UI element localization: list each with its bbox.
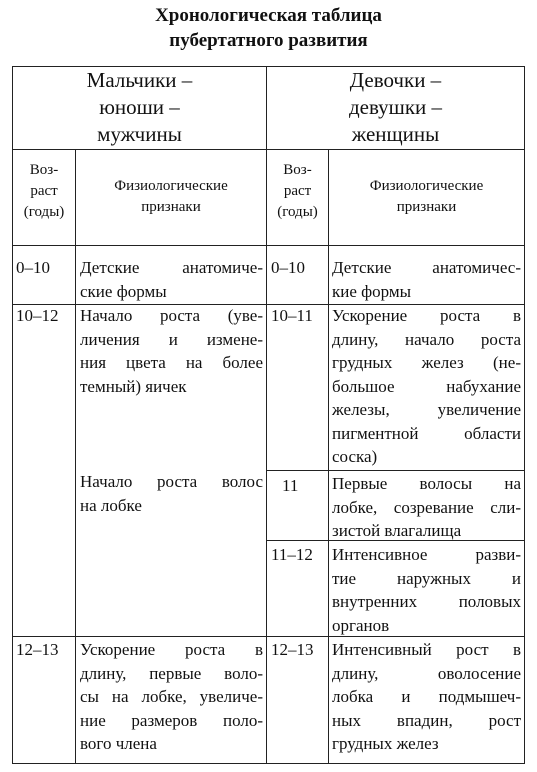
- boys-age-column-header: [13, 160, 75, 223]
- text-line: Ускорение роста в: [80, 640, 263, 659]
- girls-header-line-3: женщины: [351, 122, 440, 146]
- signs-header-line-2: признаки: [141, 199, 201, 215]
- text-line: внутренних половых: [332, 592, 521, 611]
- girls-row-5-signs: [332, 638, 521, 756]
- text-line: Детские анатомиче-: [80, 258, 263, 277]
- text-line: Ускорение роста в: [332, 306, 521, 325]
- text-line: вого члена: [80, 734, 157, 753]
- text-line: грудных желез: [332, 734, 439, 753]
- text-line: сы на лобке, увеличе-: [80, 687, 263, 706]
- text-line: тие наружных и: [332, 568, 521, 588]
- text-line: длину, оволосение: [332, 663, 521, 683]
- boys-row-3-signs: [80, 470, 263, 517]
- age-header-line-3: (годы): [23, 204, 65, 220]
- header-divider: [12, 149, 525, 150]
- text-line: Детские анатомичес-: [332, 258, 521, 277]
- girls-row-3-age: 11: [282, 476, 299, 495]
- boys-row-1-age: 0–10: [16, 258, 50, 277]
- text-line: лобка и подмышеч-: [332, 687, 521, 706]
- text-line: большое набухание: [332, 376, 521, 396]
- girls-age-divider: [328, 149, 329, 764]
- text-line: ных впадин, рост: [332, 710, 521, 730]
- boys-age-divider: [75, 149, 76, 764]
- boys-row-4-signs: [80, 638, 263, 756]
- text-line: Первые волосы на: [332, 474, 521, 493]
- age-header-line-1: Воз-: [29, 162, 59, 178]
- subheader-divider: [12, 245, 525, 246]
- girls-header-line-2: девушки –: [348, 95, 443, 119]
- age-header-line-2: раст: [283, 183, 312, 199]
- text-line: Начало роста (уве-: [80, 306, 263, 325]
- boys-signs-column-header: [76, 176, 266, 218]
- girls-row-2-signs: [332, 304, 521, 469]
- boys-row-4-age: 12–13: [16, 640, 59, 659]
- table-right-border: [524, 66, 525, 764]
- text-line: грудных желез (не-: [332, 353, 521, 372]
- boys-row-2-age: 10–12: [16, 306, 59, 325]
- girls-signs-column-header: [329, 176, 524, 218]
- text-line: личения и измене-: [80, 329, 263, 349]
- girls-row-3-signs: [332, 472, 521, 543]
- text-line: Интенсивное разви-: [332, 545, 521, 564]
- girls-row-2-age: 10–11: [271, 306, 313, 325]
- girls-row-5-age: 12–13: [271, 640, 314, 659]
- text-line: кие формы: [332, 281, 412, 301]
- text-line: на лобке: [80, 495, 142, 515]
- girls-group-header: [267, 67, 524, 148]
- signs-header-line-2: признаки: [396, 199, 457, 215]
- text-line: ские формы: [80, 281, 167, 301]
- boys-row-1-signs: [80, 256, 263, 303]
- text-line: Интенсивный рост в: [332, 640, 521, 659]
- signs-header-line-1: Физиологические: [369, 178, 484, 194]
- text-line: пигментной области: [332, 423, 521, 443]
- girls-age-column-header: [267, 160, 328, 223]
- text-line: ние размеров поло-: [80, 710, 263, 730]
- girls-row2-divider: [267, 470, 525, 471]
- table-bottom-border: [12, 763, 525, 764]
- girls-row-4-signs: [332, 543, 521, 637]
- text-line: лобке, созревание сли-: [332, 497, 521, 517]
- text-line: ния цвета на более: [80, 353, 263, 372]
- boys-header-line-2: юноши –: [99, 95, 180, 119]
- title-line-2: пубертатного развития: [169, 30, 368, 51]
- text-line: длину, первые воло-: [80, 663, 263, 683]
- text-line: железы, увеличение: [332, 400, 521, 419]
- girls-row-1-signs: [332, 256, 521, 303]
- age-header-line-3: (годы): [277, 204, 318, 220]
- age-header-line-2: раст: [30, 183, 58, 199]
- boys-row-2-signs: [80, 304, 263, 398]
- text-line: Начало роста волос: [80, 472, 263, 491]
- boys-header-line-3: мужчины: [97, 122, 182, 146]
- text-line: соска): [332, 447, 378, 466]
- girls-header-line-1: Девочки –: [349, 68, 442, 92]
- girls-row-4-age: 11–12: [271, 545, 313, 564]
- text-line: длину, начало роста: [332, 329, 521, 349]
- text-line: органов: [332, 615, 390, 635]
- signs-header-line-1: Физиологические: [114, 178, 228, 194]
- boys-header-line-1: Мальчики –: [86, 68, 193, 92]
- boys-group-header: [13, 67, 266, 148]
- age-header-line-1: Воз-: [283, 162, 312, 178]
- text-line: темный) яичек: [80, 376, 187, 396]
- girls-row-1-age: 0–10: [271, 258, 305, 277]
- text-line: зистой влагалища: [332, 521, 462, 540]
- title-line-1: Хронологическая таблица: [155, 5, 382, 26]
